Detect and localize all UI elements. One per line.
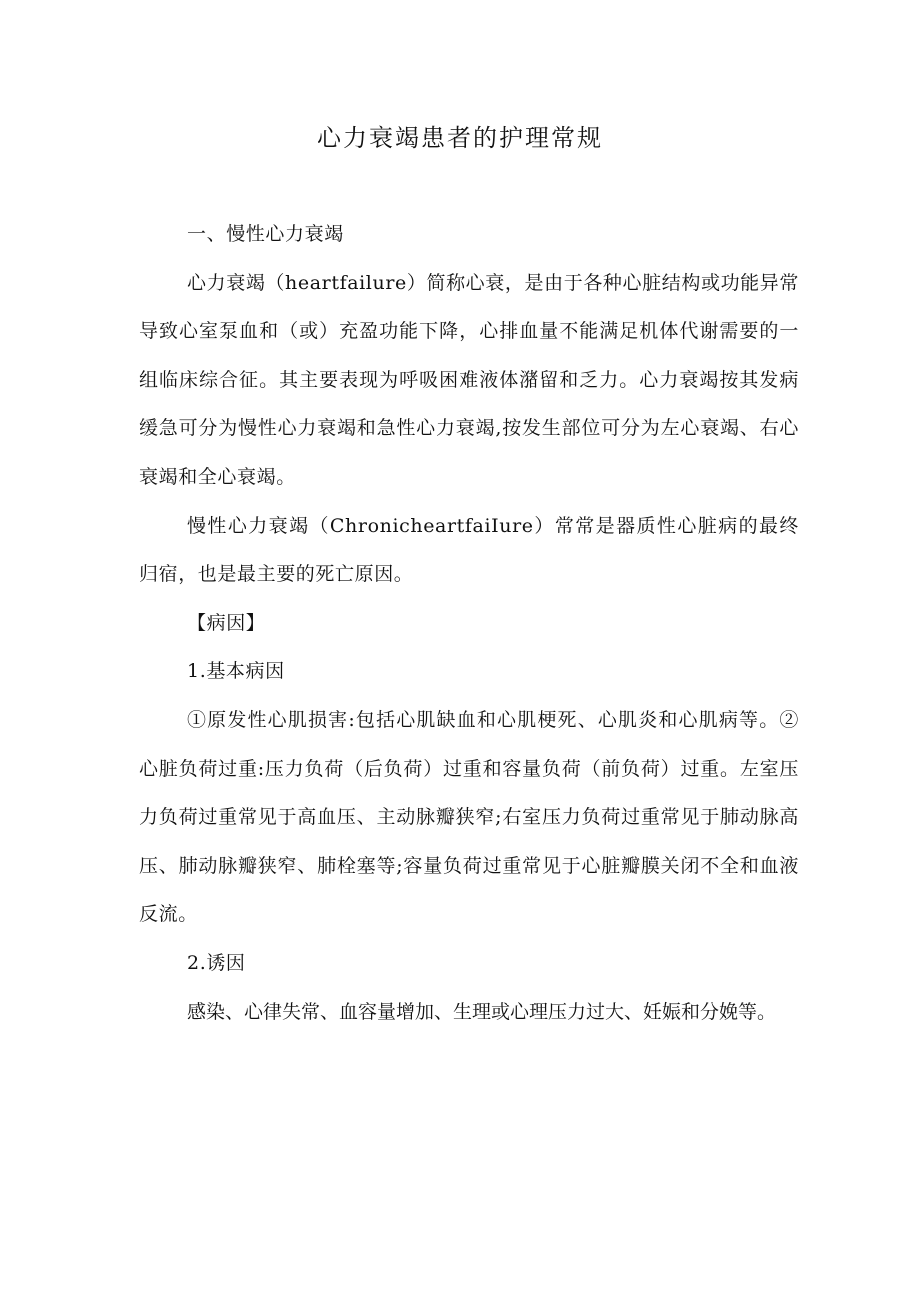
paragraph-chronic-definition: 慢性心力衰竭（ChronicheartfaiIure）常常是器质性心脏病的最终归宿，也是最主要的死亡原因。: [139, 514, 799, 586]
paragraph-basic-cause: ①原发性心肌损害:包括心肌缺血和心肌梗死、心肌炎和心肌病等。②心脏负荷过重:压力负荷（后负荷）过重和容量负荷（前负荷）过重。左室压力负荷过重常见于高血压、主动脉瓣狭窄;右室压力负荷过重常见于肺动脉高压、肺动脉瓣狭窄、肺栓塞等;容量负荷过重常见于心脏瓣膜关闭不全和血液反流。: [139, 708, 799, 926]
document-body: [139, 210, 799, 1036]
subheading-basic-cause: 1.基本病因: [187, 660, 285, 683]
subheading-triggers: 2.诱因: [187, 951, 246, 974]
paragraph-triggers: 感染、心律失常、血容量增加、生理或心理压力过大、妊娠和分娩等。: [187, 1000, 777, 1023]
document-title: 心力衰竭患者的护理常规: [317, 124, 603, 152]
section-heading-chronic-heart-failure: 一、慢性心力衰竭: [187, 223, 344, 245]
heading-etiology: 【病因】: [187, 611, 266, 634]
paragraph-definition: 心力衰竭（heartfailure）简称心衰，是由于各种心脏结构或功能异常导致心室泵血和（或）充盈功能下降，心排血量不能满足机体代谢需要的一组临床综合征。其主要表现为呼吸困难液体潴留和乏力。心力衰竭按其发病缓急可分为慢性心力衰竭和急性心力衰竭,按发生部位可分为左心衰竭、右心衰竭和全心衰竭。: [139, 271, 799, 488]
